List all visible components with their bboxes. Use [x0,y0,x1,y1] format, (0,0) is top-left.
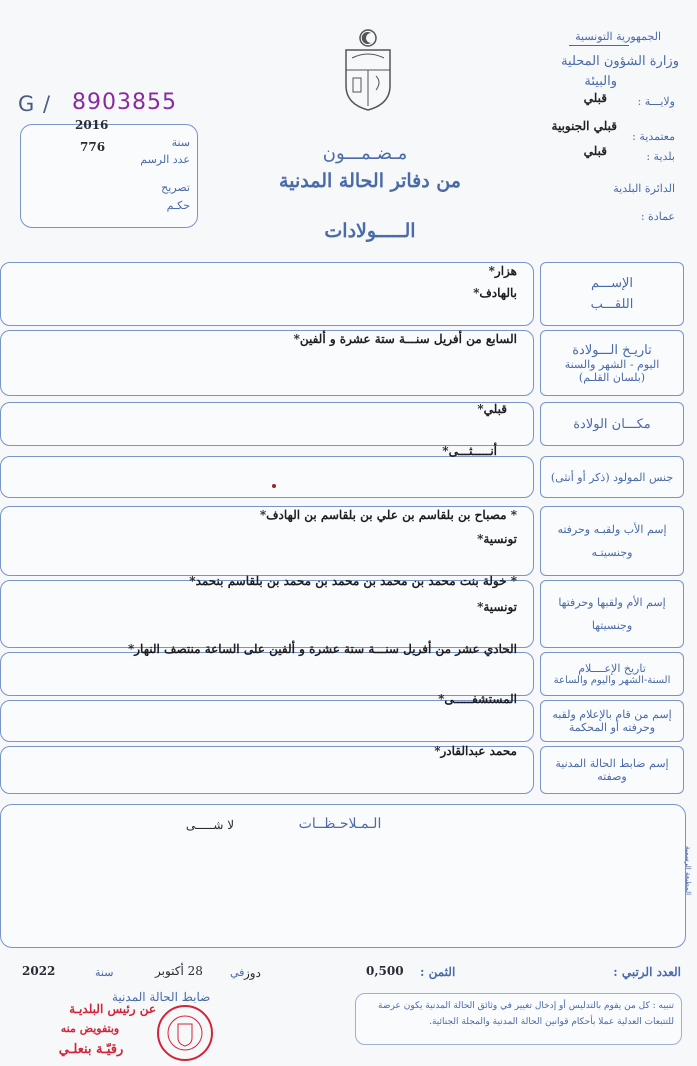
district-label: الدائرة البلدية [613,182,675,195]
register-judgment-label: حكـم [166,199,190,212]
serial-number: 8903855 [72,90,177,115]
price-label: الثمن : [420,965,456,979]
remarks-label: الـمـلاحـظــات [298,816,382,832]
municipality-value: قبلي [583,144,607,158]
stamp-signatory-name: رقيّـة بنعلـي [58,1042,124,1057]
mother-value-box [0,580,534,648]
issue-year-value: 2022 [22,964,56,978]
birth-date-label: تاريـخ الـــولادة [572,342,652,358]
issue-date-value: 28 أكتوبر [155,964,203,978]
stamp-line1: عن رئيس البلديـة [69,1002,156,1016]
officer-label: إسم ضابط الحالة المدنية [555,757,669,770]
document-title-line1: مـضـمـــون [322,143,408,164]
father-label: إسم الأب ولقبـه وحرفته [557,523,667,536]
birth-date-sub-label2: (بلسان القلـم) [578,370,646,384]
header-divider [569,45,629,46]
remarks-value: لا شـــــى [185,818,235,832]
birth-place-label-box [540,402,684,446]
birth-place-value-box [0,402,534,446]
declaration-date-value-box [0,652,534,696]
father-sub-label: وجنسيتـه [591,546,633,559]
delegation-label: معتمدية : [632,130,675,143]
register-number-value: 776 [80,140,106,154]
mother-name-value: * خولة بنت محمد بن محمد بن محمد بن محمد بن بلقاسم بنحمد* [189,574,517,588]
father-name-value: * مصباح بن بلقاسم بن علي بن بلقاسم بن الهادف* [259,508,517,522]
officer-sub-label: وصفته [597,770,627,783]
birth-date-value: السابع من أفريل سنـــة ستة عشرة و ألفين* [293,332,517,346]
mother-sub-label: وجنسيتها [591,619,633,632]
printer-side-text: المطبعة الرسمية [684,846,692,896]
stamp-line2: وبتفويض منه [60,1022,120,1035]
municipal-seal-icon [156,1004,214,1062]
mother-label-box [540,580,684,648]
first-name-value: هزار* [488,264,517,278]
price-value: 0,500 [366,964,404,978]
warning-text: تنبيه : كل من يقوم بالتدليس أو إدخال تغيير في وثائق الحالة المدنية يكون عرضة للتتبعات العدلية عملا بأحكام قوانين الحالة المدنية والمجلة الجنائية. [378,1001,674,1027]
register-year-label: سنة [171,136,190,149]
register-declaration-label: تصريح [161,181,190,194]
sex-label-box [540,456,684,498]
sex-value-box [0,456,534,498]
sex-label: جنس المولود (ذكر أو أنثى) [550,470,674,484]
mother-nationality-value: تونسية* [477,600,517,614]
mother-label: إسم الأم ولقبها وحرفتها [558,596,666,609]
document-title-line2: من دفاتر الحالة المدنية [279,170,461,192]
declaration-date-value: الحادي عشر من أفريل سنـــة ستة عشرة و ألفين على الساعة منتصف النهار* [127,642,517,656]
ministry-line1: وزارة الشؤون المحلية [561,54,679,69]
father-nationality-value: تونسية* [477,532,517,546]
declarant-label-box [540,700,684,742]
issue-place: دوز [244,966,261,980]
declaration-date-label: تاريخ الإعــــلام [578,662,646,675]
declarant-label: إسم من قام بالإعلام ولقبه [552,708,672,721]
officer-signature-label: ضابط الحالة المدنية [112,990,211,1004]
name-label-box [540,262,684,326]
imada-label: عمادة : [640,210,675,223]
register-year-value: 2016 [75,118,109,132]
declaration-date-label-box [540,652,684,696]
governorate-label: ولايـــة : [637,95,675,108]
surname-value: بالهادف* [473,286,517,300]
birth-place-value: قبلي* [477,402,507,416]
republic-label: الجمهورية التونسية [575,30,661,43]
officer-label-box [540,746,684,794]
register-number-label: عدد الرسم [140,153,190,166]
officer-value: محمد عبدالقادر* [434,744,517,758]
ministry-line2: والبيئة [584,74,617,89]
issue-year-label: سنة [95,966,114,979]
birth-date-sub-label: اليوم - الشهر والسنة [564,357,660,371]
serial-prefix: G / [18,92,52,116]
declarant-value-box [0,700,534,742]
birth-date-label-box [540,330,684,396]
surname-label: اللقـــب [590,297,634,312]
governorate-value: قبلي [583,91,607,105]
tunisia-coat-of-arms-icon [338,28,398,112]
ink-dot [272,484,276,488]
delegation-value: قبلي الجنوبية [551,119,617,133]
name-value-box [0,262,534,326]
name-label: الإســـم [591,276,633,291]
declarant-sub-label: وحرفته أو المحكمة [568,721,656,734]
declarant-value: المستشفـــــى* [438,692,517,706]
rank-number-label: العدد الرتبي : [613,965,681,979]
father-label-box [540,506,684,576]
issue-in-label: في [230,966,245,979]
municipality-label: بلدية : [646,150,675,163]
sex-value: أنـــــثـــى* [442,444,497,458]
birth-place-label: مكـــان الولادة [573,416,651,432]
declaration-date-sub-label: السنة-الشهر واليوم والساعة [553,675,671,686]
section-title-births: الـــــولادات [324,220,416,242]
